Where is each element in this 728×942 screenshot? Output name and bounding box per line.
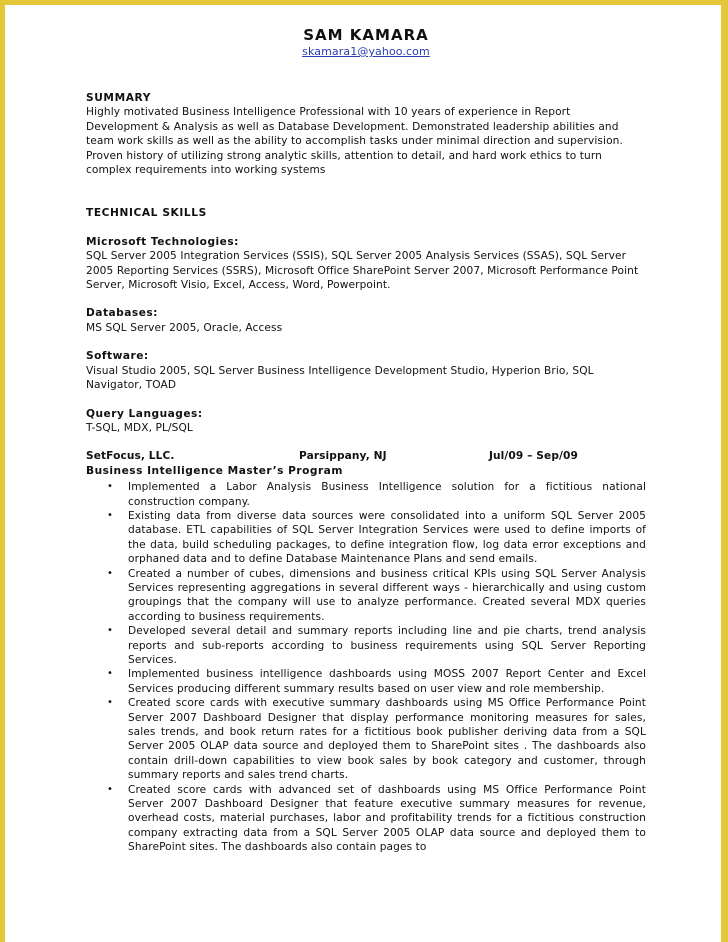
job-dates: Jul/09 – Sep/09 (489, 450, 578, 463)
job-header (86, 449, 646, 463)
bullet-text: Implemented business intelligence dashboards using MOSS 2007 Report Center and Excel Services producing different summary results based on user view and role membership. (128, 668, 646, 695)
resume-document (86, 25, 646, 855)
bullet-icon: • (107, 668, 113, 680)
bullet-icon: • (107, 481, 113, 493)
bullet-icon: • (107, 783, 113, 795)
skill-group-text: MS SQL Server 2005, Oracle, Access (86, 321, 283, 334)
skill-group-text: T-SQL, MDX, PL/SQL (86, 421, 193, 434)
bullet-icon: • (107, 509, 113, 521)
list-item (86, 480, 646, 509)
summary-text: Highly motivated Business Intelligence Professional with 10 years of experience in Report Development & Analysis as well as Database Development. Demonstrated leadership abilities and team work skills as well as the ability to accomplish tasks under minimal direction and supervision. Proven history of utilizing strong analytic skills, attention to detail, and hard work ethics to turn complex requirements into working systems (86, 106, 623, 177)
skill-group-label: Query Languages: (86, 407, 203, 420)
bullet-text: Created score cards with advanced set of dashboards using MS Office Performance Point Server 2007 Dashboard Designer that feature executive summary measures for revenue, overhead costs, material purchases, labor and profitability trends for a fictitious construction company extracting data from a SQL Server 2005 OLAP data source and deployed them to SharePoint sites. The dashboards also contain pages to (128, 783, 646, 854)
bullet-text: Existing data from diverse data sources were consolidated into a uniform SQL Server 2005 database. ETL capabilities of SQL Server Integration Services were used to define imports of the data, build scheduling packages, to define integration flow, log data error exceptions and orphaned data and to define Database Maintenance Plans and send emails. (128, 509, 646, 566)
skill-group-query-languages (86, 407, 646, 436)
bullet-icon: • (107, 625, 113, 637)
bullet-text: Developed several detail and summary reports including line and pie charts, trend analysis reports and sub-reports according to business requirements using SQL Server Reporting Services. (128, 625, 646, 666)
bullet-icon: • (107, 567, 113, 579)
list-item (86, 696, 646, 782)
resume-page (5, 5, 721, 942)
skill-group-text: Visual Studio 2005, SQL Server Business Intelligence Development Studio, Hyperion Brio, SQL Navigator, TOAD (86, 364, 594, 392)
skill-group-databases (86, 306, 646, 335)
job-company: SetFocus, LLC. (86, 450, 175, 463)
skill-group-microsoft (86, 235, 646, 293)
job-location: Parsippany, NJ (299, 450, 387, 463)
list-item (86, 624, 646, 667)
skill-group-label: Databases: (86, 307, 158, 320)
list-item (86, 783, 646, 855)
bullet-text: Implemented a Labor Analysis Business Intelligence solution for a fictitious national construction company. (128, 481, 646, 508)
skill-group-label: Microsoft Technologies: (86, 235, 239, 248)
job-bullet-list (86, 480, 646, 855)
bullet-icon: • (107, 697, 113, 709)
job-program: Business Intelligence Master’s Program (86, 464, 343, 477)
bullet-text: Created a number of cubes, dimensions and business critical KPIs using SQL Server Analysis Services representing aggregations in several different ways - hierarchically and using custom groupings that the company will use to analyze performance. Created several MDX queries according to business requirements. (128, 567, 646, 623)
skill-group-label: Software: (86, 350, 149, 363)
list-item (86, 667, 646, 696)
list-item (86, 509, 646, 567)
email-link[interactable]: skamara1@yahoo.com (302, 45, 430, 58)
skill-group-software (86, 349, 646, 392)
candidate-name: SAM KAMARA (303, 26, 429, 44)
summary-heading: SUMMARY (86, 92, 151, 104)
list-item (86, 567, 646, 625)
skill-group-text: SQL Server 2005 Integration Services (SSIS), SQL Server 2005 Analysis Services (SSAS), SQL Server 2005 Reporting Services (SSRS), Microsoft Office SharePoint Server 2007, Microsoft Performance Point Server, Microsoft Visio, Excel, Access, Word, Powerpoint. (86, 250, 639, 292)
technical-skills-heading: TECHNICAL SKILLS (86, 207, 207, 220)
bullet-text: Created score cards with executive summary dashboards using MS Office Performance Point Server 2007 Dashboard Designer that display performance monitoring measures for sales, sales trends, and book return rates for a fictitious book publisher deriving data from a SQL Server 2005 OLAP data source and deployed them to SharePoint sites . The dashboards also contain drill-down capabilities to view book sales by book category and customer, through summary reports and sales trend charts. (128, 697, 646, 782)
